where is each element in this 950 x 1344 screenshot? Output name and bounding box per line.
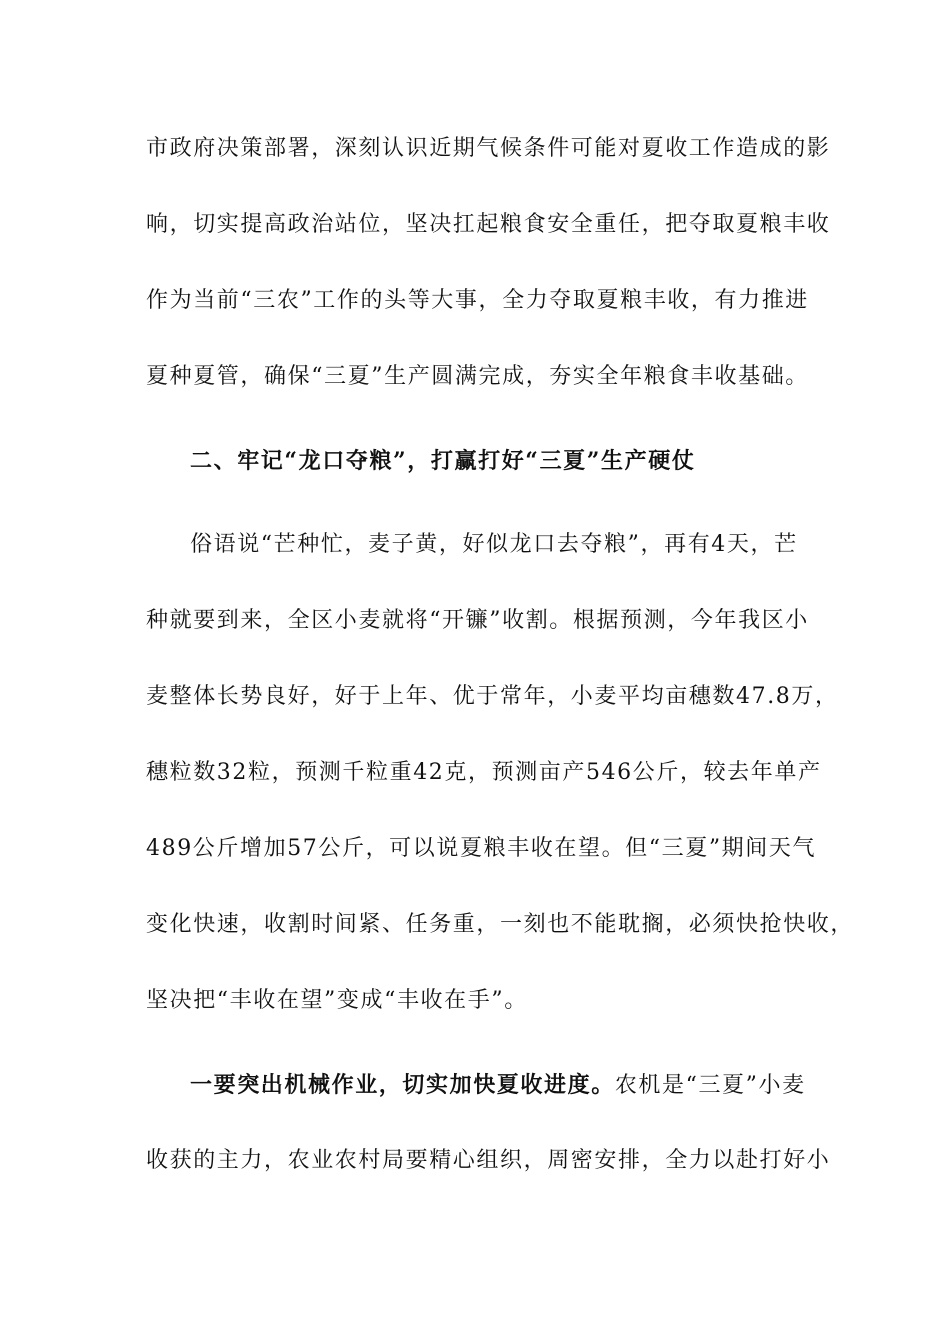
body-text-line: 变化快速，收割时间紧、任务重，一刻也不能耽搁，必须快抢快收， [146,912,855,937]
body-text-line: 俗语说“芒种忙，麦子黄，好似龙口去夺粮”，再有4天，芒 [190,532,798,557]
section-heading: 二、牢记“龙口夺粮”，打赢打好“三夏”生产硬仗 [190,448,696,474]
body-text-line: 市政府决策部署，深刻认识近期气候条件可能对夏收工作造成的影 [146,136,831,161]
body-text-line: 穗粒数32粒，预测千粒重42克，预测亩产546公斤，较去年单产 [146,760,822,785]
body-text-line: 夏种夏管，确保“三夏”生产圆满完成，夯实全年粮食丰收基础。 [146,364,809,389]
body-text-line: 489公斤增加57公斤，可以说夏粮丰收在望。但“三夏”期间天气 [146,836,817,861]
body-text-line: 麦整体长势良好，好于上年、优于常年，小麦平均亩穗数47.8万， [146,684,839,709]
body-text-line: 种就要到来，全区小麦就将“开镰”收割。根据预测，今年我区小 [146,608,809,633]
paragraph-lead-rest: 农机是“三夏”小麦 [614,1073,806,1098]
body-text-line: 收获的主力，农业农村局要精心组织，周密安排，全力以赴打好小 [146,1148,831,1173]
paragraph-first-line [190,1070,806,1101]
body-text-line: 作为当前“三农”工作的头等大事，全力夺取夏粮丰收，有力推进 [146,288,809,313]
body-text-line: 响，切实提高政治站位，坚决扛起粮食安全重任，把夺取夏粮丰收 [146,212,831,237]
paragraph-bold-lead: 一要突出机械作业，切实加快夏收进度。 [190,1072,615,1098]
body-text-line: 坚决把“丰收在望”变成“丰收在手”。 [146,988,528,1013]
